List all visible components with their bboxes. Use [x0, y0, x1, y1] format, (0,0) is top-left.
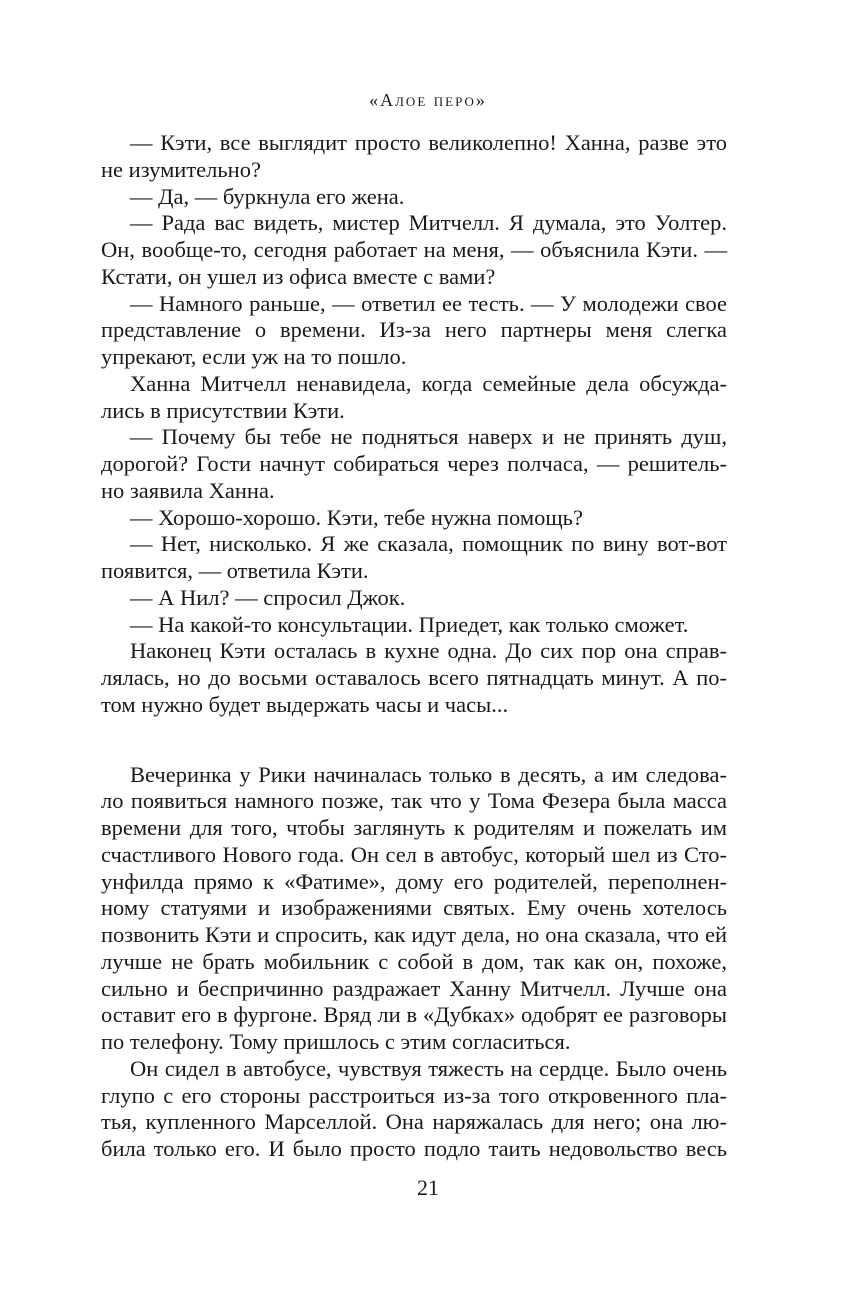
text-line: оставит его в фургоне. Вряд ли в «Дубках» одобрят ее разговоры: [101, 1002, 727, 1028]
body-text: [101, 130, 727, 1163]
text-line: том нужно будет выдержать часы и часы...: [101, 691, 509, 717]
page-number: 21: [417, 1175, 439, 1200]
text-line: — Намного раньше, — ответил ее тесть. — У молодежи свое: [130, 290, 727, 316]
text-line: — Хорошо-хорошо. Кэти, тебе нужна помощь?: [130, 504, 583, 530]
text-line: Кстати, он ушел из офиса вместе с вами?: [101, 263, 496, 289]
text-line: — А Нил? — спросил Джок.: [130, 584, 406, 610]
text-line: ло появиться намного позже, так что у Тома Фезера была масса: [101, 788, 727, 814]
text-line: била только его. И было просто подло таить недовольство весь: [101, 1136, 727, 1161]
text-line: Наконец Кэти осталась в кухне одна. До сих пор она справ-: [130, 638, 727, 664]
text-line: представление о времени. Из-за него партнеры меня слегка: [101, 317, 727, 343]
text-line: Вечеринка у Рики начиналась только в десять, а им следова-: [130, 761, 727, 787]
text-line: Он сидел в автобусе, чувствуя тяжесть на сердце. Было очень: [130, 1055, 727, 1081]
text-line: появится, — ответила Кэти.: [101, 558, 369, 583]
text-line: лялась, но до восьми оставалось всего пятнадцать минут. А по-: [101, 665, 727, 690]
text-line: но заявила Ханна.: [101, 477, 275, 503]
text-line: унфилда прямо к «Фатиме», дому его родителей, переполнен-: [101, 868, 727, 894]
text-line: — Почему бы тебе не подняться наверх и не принять душ,: [130, 424, 727, 450]
text-line: лучше не брать мобильник с собой в дом, так как он, похоже,: [101, 948, 727, 974]
text-line: дорогой? Гости начнут собираться через полчаса, — решитель-: [101, 451, 727, 476]
text-line: Ханна Митчелл ненавидела, когда семейные дела обсужда-: [130, 370, 727, 396]
text-line: лись в присутствии Кэти.: [101, 397, 345, 423]
text-line: по телефону. Тому пришлось с этим согласиться.: [101, 1029, 571, 1054]
text-line: — Да, — буркнула его жена.: [130, 183, 405, 209]
text-line: позвонить Кэти и спросить, как идут дела, но она сказала, что ей: [101, 922, 727, 947]
text-line: Он, вообще-то, сегодня работает на меня, — объяснила Кэти. —: [101, 237, 727, 262]
running-head: «Алое перо»: [369, 90, 487, 110]
text-line: — На какой-то консультации. Приедет, как только сможет.: [130, 611, 689, 637]
text-line: — Рада вас видеть, мистер Митчелл. Я думала, это Уолтер.: [130, 210, 727, 236]
text-line: — Нет, нисколько. Я же сказала, помощник по вину вот-вот: [130, 531, 727, 557]
text-line: времени для того, чтобы заглянуть к родителям и пожелать им: [101, 815, 727, 840]
text-line: сильно и беспричинно раздражает Ханну Митчелл. Лучше она: [101, 975, 727, 1001]
section-break: [101, 719, 727, 762]
text-line: глупо с его стороны расстроиться из-за того откровенного пла-: [101, 1082, 727, 1108]
text-line: ному статуями и изображениями святых. Ему очень хотелось: [101, 895, 727, 921]
text-line: счастливого Нового года. Он сел в автобус, который шел из Сто-: [101, 841, 727, 867]
text-line: тья, купленного Марселлой. Она наряжалась для него; она лю-: [101, 1109, 727, 1135]
text-line: не изумительно?: [101, 156, 261, 182]
text-line: — Кэти, все выглядит просто великолепно! Ханна, разве это: [130, 130, 727, 155]
text-line: упрекают, если уж на то пошло.: [101, 344, 407, 369]
